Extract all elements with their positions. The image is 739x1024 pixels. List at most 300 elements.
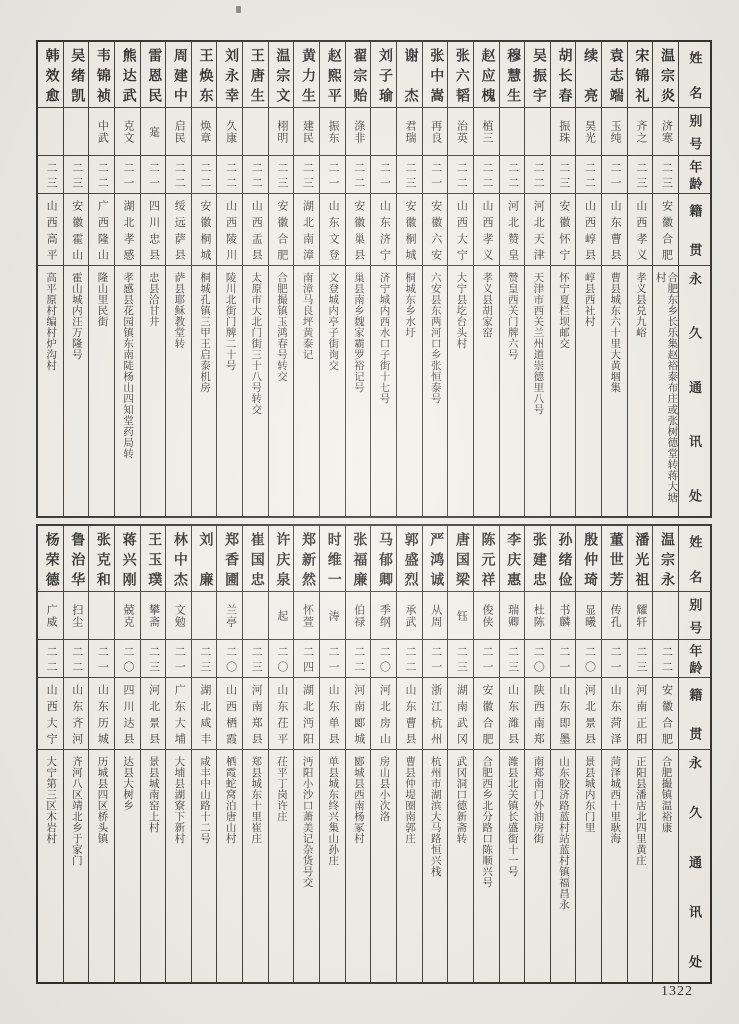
person-name: 胡长春 xyxy=(551,42,576,108)
person-column xyxy=(602,42,628,516)
person-column xyxy=(653,42,679,516)
person-address: 文登城内亭子街询交 xyxy=(327,272,339,371)
person-column xyxy=(269,526,295,982)
person-age: 二三 xyxy=(243,640,268,678)
person-column xyxy=(602,526,628,982)
person-age: 二一 xyxy=(602,156,627,194)
person-name: 赵应槐 xyxy=(474,42,499,108)
person-origin: 安徽合肥 xyxy=(474,678,499,750)
person-alias: 久康 xyxy=(217,108,242,156)
person-alias: 怀萱 xyxy=(294,592,319,640)
person-age: 二二 xyxy=(38,640,63,678)
person-column xyxy=(423,42,449,516)
page-number: 1322 xyxy=(661,984,693,999)
person-column xyxy=(320,526,346,982)
person-address: 杭州市湖滨大马路恒兴栈 xyxy=(429,756,441,877)
person-column xyxy=(294,42,320,516)
person-address: 赞皇西关门牌六号 xyxy=(506,272,518,360)
person-age: 二三 xyxy=(500,640,525,678)
person-alias xyxy=(38,108,63,156)
person-address: 合肥撮镇温裕康 xyxy=(660,756,672,833)
person-column xyxy=(551,526,577,982)
person-address: 沔阳小沙口萧美记杂货号交 xyxy=(301,756,313,888)
person-alias: 振东 xyxy=(320,108,345,156)
person-origin: 陕西南郑 xyxy=(525,678,550,750)
person-origin: 安徽桐城 xyxy=(192,194,217,266)
person-column xyxy=(243,42,269,516)
header-column xyxy=(679,526,710,982)
person-address: 太原市大北门街三十八号转交 xyxy=(250,272,262,415)
header-alias: 别号 xyxy=(679,108,710,156)
person-address: 大宁县圪台头村 xyxy=(455,272,467,349)
person-alias: 兰亭 xyxy=(217,592,242,640)
person-address: 景县城内东门里 xyxy=(583,756,595,833)
person-alias: 瑞卿 xyxy=(500,592,525,640)
person-origin: 山东曹县 xyxy=(397,678,422,750)
person-name: 张克和 xyxy=(89,526,114,592)
person-alias xyxy=(525,108,550,156)
person-name: 周建中 xyxy=(166,42,191,108)
person-name: 刘永幸 xyxy=(217,42,242,108)
person-name: 林中杰 xyxy=(166,526,191,592)
person-alias: 伯禄 xyxy=(346,592,371,640)
person-column xyxy=(38,526,64,982)
person-address: 隆山里民街 xyxy=(96,272,108,327)
person-origin: 山西崞县 xyxy=(576,194,601,266)
person-name: 穆慧生 xyxy=(500,42,525,108)
person-alias: 显曦 xyxy=(576,592,601,640)
person-origin: 湖北孝感 xyxy=(115,194,140,266)
person-alias: 起 xyxy=(269,592,294,640)
person-column xyxy=(653,526,679,982)
person-age: 二三 xyxy=(64,156,89,194)
person-name: 张六韬 xyxy=(448,42,473,108)
scan-artifact xyxy=(236,6,241,13)
person-alias: 济寒 xyxy=(653,108,678,156)
person-origin: 绥远萨县 xyxy=(166,194,191,266)
person-address: 咸丰中山路十二号 xyxy=(199,756,211,844)
person-origin: 山东文登 xyxy=(320,194,345,266)
person-origin: 山东济宁 xyxy=(371,194,396,266)
person-name: 严鸿诚 xyxy=(423,526,448,592)
header-address: 永久通讯处 xyxy=(687,756,702,968)
person-address: 六安县东两河口乡张恒泰号 xyxy=(429,272,441,404)
header-age: 年龄 xyxy=(679,156,710,194)
person-alias: 杜陈 xyxy=(525,592,550,640)
person-alias: 涤非 xyxy=(346,108,371,156)
person-age: 二一 xyxy=(166,640,191,678)
person-column xyxy=(397,42,423,516)
person-age: 二三 xyxy=(38,156,63,194)
directory-table-lower xyxy=(36,524,712,984)
person-address: 桐城孔镇三甲王启泰机房 xyxy=(199,272,211,393)
person-column xyxy=(371,42,397,516)
person-column xyxy=(551,42,577,516)
person-column xyxy=(628,526,654,982)
person-origin: 浙江杭州 xyxy=(423,678,448,750)
person-origin: 山西高平 xyxy=(38,194,63,266)
person-alias: 君瑞 xyxy=(397,108,422,156)
person-column xyxy=(192,526,218,982)
person-age: 二一 xyxy=(474,640,499,678)
person-origin: 山东历城 xyxy=(89,678,114,750)
person-column xyxy=(89,42,115,516)
person-origin: 河北景县 xyxy=(141,678,166,750)
person-column xyxy=(141,42,167,516)
person-address: 合肥撮镇玉鸿春号转交 xyxy=(275,272,287,382)
person-origin: 山东即墨 xyxy=(551,678,576,750)
person-name: 郑新然 xyxy=(294,526,319,592)
person-alias: 建民 xyxy=(294,108,319,156)
person-name: 潘光祖 xyxy=(628,526,653,592)
person-origin: 湖北沔阳 xyxy=(294,678,319,750)
person-column xyxy=(192,42,218,516)
person-name: 鲁治华 xyxy=(64,526,89,592)
person-address: 山东胶济路蓝村站蓝村镇福昌永 xyxy=(557,756,569,910)
person-alias: 攀斋 xyxy=(141,592,166,640)
person-address: 潍县北关镇长盛街十一号 xyxy=(506,756,518,877)
person-name: 刘廉 xyxy=(192,526,217,592)
person-age: 二二 xyxy=(474,156,499,194)
person-column xyxy=(217,526,243,982)
person-age: 二三 xyxy=(448,640,473,678)
person-name: 董世芳 xyxy=(602,526,627,592)
person-origin: 河北景县 xyxy=(576,678,601,750)
person-name: 续亮 xyxy=(576,42,601,108)
person-origin: 山西陵川 xyxy=(217,194,242,266)
person-age: 二三 xyxy=(628,640,653,678)
person-origin: 安徽六安 xyxy=(423,194,448,266)
person-address: 合肥西乡北分路口陈顺兴号 xyxy=(481,756,493,888)
header-alias: 别号 xyxy=(679,592,710,640)
person-column xyxy=(64,526,90,982)
person-address: 济宁城内西水口子街十七号 xyxy=(378,272,390,404)
person-age: 二〇 xyxy=(269,640,294,678)
person-alias: 玉纯 xyxy=(602,108,627,156)
header-origin: 籍贯 xyxy=(679,194,710,266)
person-age: 二二 xyxy=(576,156,601,194)
person-address: 孝义县兑九峪 xyxy=(634,272,646,338)
person-age: 二二 xyxy=(525,156,550,194)
person-origin: 山东茌平 xyxy=(269,678,294,750)
person-column xyxy=(89,526,115,982)
header-name: 姓名 xyxy=(679,42,710,108)
person-column xyxy=(115,42,141,516)
person-origin: 山西盂县 xyxy=(243,194,268,266)
person-origin: 山东齐河 xyxy=(64,678,89,750)
person-alias xyxy=(192,592,217,640)
person-name: 熊达武 xyxy=(115,42,140,108)
person-column xyxy=(115,526,141,982)
person-alias: 钰 xyxy=(448,592,473,640)
person-address: 大宁第三区木岩村 xyxy=(45,756,57,844)
person-origin: 山西孝义 xyxy=(628,194,653,266)
person-column xyxy=(371,526,397,982)
person-address: 郾城县西南杨冢村 xyxy=(352,756,364,844)
person-origin: 安徽桐城 xyxy=(397,194,422,266)
person-address: 霍山城内汪万隆号 xyxy=(70,272,82,360)
person-alias: 季纲 xyxy=(371,592,396,640)
person-alias: 兢克 xyxy=(115,592,140,640)
person-address: 大埔县湖寮下新村 xyxy=(173,756,185,844)
person-age: 二三 xyxy=(294,156,319,194)
person-origin: 山西大宁 xyxy=(448,194,473,266)
person-origin: 湖南武冈 xyxy=(448,678,473,750)
person-address: 单县城东终兴集山孙庄 xyxy=(327,756,339,866)
person-alias: 传孔 xyxy=(602,592,627,640)
person-address: 崞县西社村 xyxy=(583,272,595,327)
person-column xyxy=(166,526,192,982)
person-origin: 山东潍县 xyxy=(500,678,525,750)
person-alias: 焕章 xyxy=(192,108,217,156)
person-age: 二一 xyxy=(602,640,627,678)
person-origin: 河南郑县 xyxy=(243,678,268,750)
person-column xyxy=(474,526,500,982)
person-age: 二〇 xyxy=(525,640,550,678)
person-name: 崔国忠 xyxy=(243,526,268,592)
person-alias xyxy=(243,108,268,156)
person-origin: 山东单县 xyxy=(320,678,345,750)
person-address: 栖霞蛇窝泊唐山村 xyxy=(224,756,236,844)
person-age: 二三 xyxy=(397,156,422,194)
person-alias xyxy=(500,108,525,156)
person-alias xyxy=(653,592,678,640)
person-origin: 安徽霍山 xyxy=(64,194,89,266)
person-age: 二一 xyxy=(423,156,448,194)
person-alias: 耀轩 xyxy=(628,592,653,640)
person-age: 二〇 xyxy=(371,640,396,678)
header-name: 姓名 xyxy=(679,526,710,592)
person-column xyxy=(38,42,64,516)
person-age: 二二 xyxy=(500,156,525,194)
person-name: 袁志端 xyxy=(602,42,627,108)
person-name: 许庆泉 xyxy=(269,526,294,592)
person-alias: 昊光 xyxy=(576,108,601,156)
person-name: 谢杰 xyxy=(397,42,422,108)
person-column xyxy=(500,42,526,516)
person-origin: 安徽合肥 xyxy=(269,194,294,266)
person-age: 二一 xyxy=(89,640,114,678)
person-name: 蒋兴刚 xyxy=(115,526,140,592)
person-age: 二〇 xyxy=(576,640,601,678)
person-column xyxy=(576,42,602,516)
person-alias: 中武 xyxy=(89,108,114,156)
header-column xyxy=(679,42,710,516)
person-column xyxy=(166,42,192,516)
header-origin: 籍贯 xyxy=(679,678,710,750)
person-name: 黄力生 xyxy=(294,42,319,108)
person-address: 忠县洽甘井 xyxy=(147,272,159,327)
person-age: 二二 xyxy=(346,640,371,678)
person-alias: 启民 xyxy=(166,108,191,156)
person-name: 王玉璞 xyxy=(141,526,166,592)
person-origin: 山西孝义 xyxy=(474,194,499,266)
person-age: 二二 xyxy=(243,156,268,194)
person-name: 宋锦礼 xyxy=(628,42,653,108)
person-address: 南郑南门外油房街 xyxy=(532,756,544,844)
person-name: 陈元祥 xyxy=(474,526,499,592)
person-origin: 山东菏泽 xyxy=(602,678,627,750)
person-origin: 山西大宁 xyxy=(38,678,63,750)
person-origin: 山东曹县 xyxy=(602,194,627,266)
person-column xyxy=(628,42,654,516)
person-age: 二二 xyxy=(448,156,473,194)
directory-table-upper xyxy=(36,40,712,518)
person-column xyxy=(269,42,295,516)
person-alias: 文勉 xyxy=(166,592,191,640)
person-address: 天津市西关兰州道崇德里八号 xyxy=(532,272,544,415)
person-name: 张建忠 xyxy=(525,526,550,592)
person-address: 孝感县花园镇东南陡杨山四知堂药局转 xyxy=(122,272,134,459)
person-name: 温宗永 xyxy=(653,526,678,592)
person-address: 曹县仲堤圈南郭庄 xyxy=(404,756,416,844)
header-age: 年龄 xyxy=(679,640,710,678)
person-name: 赵熙平 xyxy=(320,42,345,108)
person-address: 陵川北街门牌二十号 xyxy=(224,272,236,371)
person-origin: 安徽合肥 xyxy=(653,678,678,750)
person-address: 合肥东乡长乐集赵裕泰布庄或张树德堂转蒋大塘村 xyxy=(654,272,678,503)
person-name: 韩效愈 xyxy=(38,42,63,108)
person-origin: 安徽合肥 xyxy=(653,194,678,266)
person-name: 吴振宇 xyxy=(525,42,550,108)
person-alias: 治英 xyxy=(448,108,473,156)
person-alias: 涛 xyxy=(320,592,345,640)
person-column xyxy=(474,42,500,516)
person-address: 怀宁夏栏坝邮交 xyxy=(557,272,569,349)
person-address: 茌平丁岗许庄 xyxy=(275,756,287,822)
person-origin: 山西栖霞 xyxy=(217,678,242,750)
person-address: 历城县四区桥头镇 xyxy=(96,756,108,844)
person-age: 二一 xyxy=(141,156,166,194)
person-age: 二三 xyxy=(141,640,166,678)
person-address: 郑县城东十里崔庄 xyxy=(250,756,262,844)
person-alias xyxy=(89,592,114,640)
person-alias: 寔 xyxy=(141,108,166,156)
person-alias: 栩明 xyxy=(269,108,294,156)
person-age: 二二 xyxy=(346,156,371,194)
person-name: 温宗炎 xyxy=(653,42,678,108)
person-name: 郭盛烈 xyxy=(397,526,422,592)
person-age: 二〇 xyxy=(115,640,140,678)
person-address: 武冈洞口德新斋转 xyxy=(455,756,467,844)
person-address: 桐城东乡水圩 xyxy=(404,272,416,338)
person-column xyxy=(64,42,90,516)
person-age: 二一 xyxy=(115,156,140,194)
person-name: 韦锦祯 xyxy=(89,42,114,108)
person-alias: 承武 xyxy=(397,592,422,640)
person-origin: 湖北咸丰 xyxy=(192,678,217,750)
person-address: 景县城南窑上村 xyxy=(147,756,159,833)
person-alias: 振珠 xyxy=(551,108,576,156)
person-address: 孝义县胡家窑 xyxy=(481,272,493,338)
person-name: 刘子瑜 xyxy=(371,42,396,108)
person-age: 二三 xyxy=(192,640,217,678)
person-age: 二一 xyxy=(423,640,448,678)
person-column xyxy=(500,526,526,982)
person-origin: 河南郾城 xyxy=(346,678,371,750)
person-age: 二三 xyxy=(551,156,576,194)
person-alias: 植三 xyxy=(474,108,499,156)
person-age: 二二 xyxy=(166,156,191,194)
person-address: 曹县城东六十里大黄堌集 xyxy=(609,272,621,393)
person-alias: 再良 xyxy=(423,108,448,156)
person-age: 二四 xyxy=(294,640,319,678)
person-column xyxy=(576,526,602,982)
person-age: 二三 xyxy=(653,156,678,194)
person-name: 翟宗贻 xyxy=(346,42,371,108)
person-address: 房山县小次洛 xyxy=(378,756,390,822)
person-age: 二二 xyxy=(89,156,114,194)
person-age: 二二 xyxy=(397,640,422,678)
person-name: 王唐生 xyxy=(243,42,268,108)
person-alias xyxy=(64,108,89,156)
person-age: 二三 xyxy=(628,156,653,194)
person-age: 二一 xyxy=(320,640,345,678)
person-name: 孙绪俭 xyxy=(551,526,576,592)
person-alias xyxy=(371,108,396,156)
person-name: 马郁卿 xyxy=(371,526,396,592)
person-address: 正阳县潘店北四里黄庄 xyxy=(634,756,646,866)
person-alias: 从周 xyxy=(423,592,448,640)
person-name: 雷恩民 xyxy=(141,42,166,108)
person-name: 杨荣德 xyxy=(38,526,63,592)
person-column xyxy=(525,42,551,516)
person-name: 时维一 xyxy=(320,526,345,592)
person-name: 郑香圃 xyxy=(217,526,242,592)
person-alias: 俊侠 xyxy=(474,592,499,640)
person-alias: 广威 xyxy=(38,592,63,640)
person-alias: 齐之 xyxy=(628,108,653,156)
person-column xyxy=(423,526,449,982)
person-column xyxy=(320,42,346,516)
person-origin: 河北天津 xyxy=(525,194,550,266)
person-origin: 湖北南漳 xyxy=(294,194,319,266)
person-origin: 安徽巢县 xyxy=(346,194,371,266)
person-column xyxy=(243,526,269,982)
person-origin: 四川达县 xyxy=(115,678,140,750)
person-address: 齐河八区靖北乡于家门 xyxy=(70,756,82,866)
person-address: 南漳马良坪黄泰记 xyxy=(301,272,313,360)
person-origin: 安徽怀宁 xyxy=(551,194,576,266)
person-column xyxy=(217,42,243,516)
person-age: 二二 xyxy=(64,640,89,678)
person-origin: 河北赞皇 xyxy=(500,194,525,266)
person-age: 二二 xyxy=(653,640,678,678)
person-name: 殷仲琦 xyxy=(576,526,601,592)
person-age: 二二 xyxy=(217,156,242,194)
person-column xyxy=(397,526,423,982)
person-age: 二一 xyxy=(320,156,345,194)
person-column xyxy=(346,526,372,982)
person-address: 巢县南乡魏家霸罗裕记号 xyxy=(352,272,364,393)
person-address: 菏泽城西十里耿海 xyxy=(609,756,621,844)
person-address: 高平原村编村炉沟村 xyxy=(45,272,57,371)
person-address: 萨县耶稣教堂转 xyxy=(173,272,185,349)
person-address: 达县大树乡 xyxy=(122,756,134,811)
person-column xyxy=(294,526,320,982)
person-age: 二一 xyxy=(371,156,396,194)
person-origin: 河南正阳 xyxy=(628,678,653,750)
person-name: 张福廉 xyxy=(346,526,371,592)
person-column xyxy=(346,42,372,516)
person-age: 二二 xyxy=(192,156,217,194)
person-name: 吴绪凯 xyxy=(64,42,89,108)
person-name: 张中嵩 xyxy=(423,42,448,108)
header-address: 永久通讯处 xyxy=(687,272,702,502)
person-column xyxy=(448,42,474,516)
person-age: 二一 xyxy=(551,640,576,678)
person-origin: 四川忠县 xyxy=(141,194,166,266)
